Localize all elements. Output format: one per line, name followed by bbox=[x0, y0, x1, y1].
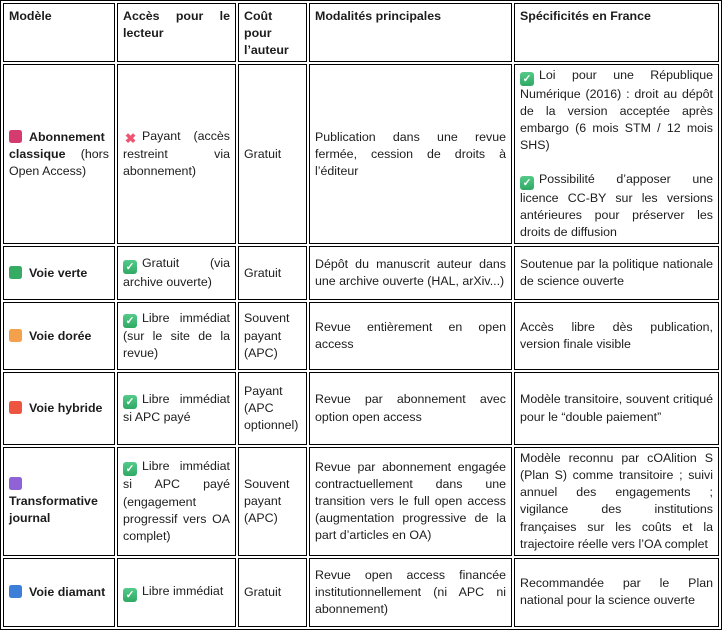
access-text: Payant (accès restreint via abonnement) bbox=[123, 129, 230, 179]
access-text: Gratuit (via archive ouverte) bbox=[123, 256, 230, 289]
access-cell bbox=[117, 64, 236, 244]
header-modalities: Modalités principales bbox=[309, 3, 512, 62]
access-text: Libre immédiat si APC payé bbox=[123, 391, 230, 425]
header-model: Modèle bbox=[3, 3, 115, 62]
cost-cell: Gratuit bbox=[238, 64, 307, 244]
check-icon bbox=[520, 176, 534, 190]
model-cell bbox=[3, 372, 115, 445]
check-icon bbox=[123, 588, 137, 602]
model-cell bbox=[3, 302, 115, 370]
table-row bbox=[3, 302, 719, 370]
cost-cell: Souvent payant (APC) bbox=[238, 302, 307, 370]
access-cell bbox=[117, 447, 236, 556]
specifics-cell bbox=[514, 64, 719, 244]
table-row bbox=[3, 246, 719, 300]
model-suffix: (hors Open Access) bbox=[9, 146, 109, 178]
cost-cell: Souvent payant (APC) bbox=[238, 447, 307, 556]
specifics-text: Loi pour une République Numérique (2016) : droit au dépôt de la version acceptée après embargo (6 mois STM / 12 mois SHS) bbox=[520, 68, 713, 153]
access-text: Libre immédiat (sur le site de la revue) bbox=[123, 310, 230, 361]
check-icon bbox=[123, 462, 137, 476]
check-icon bbox=[123, 395, 137, 409]
orange-square-icon bbox=[9, 329, 22, 342]
header-reader-access: Accès pour le lecteur bbox=[117, 3, 236, 62]
modalities-cell: Revue par abonnement engagée contractuellement dans une transition vers le full open access (augmentation progressive de la part d’articles en OA) bbox=[309, 447, 512, 556]
cost-cell: Payant (APC optionnel) bbox=[238, 372, 307, 445]
purple-square-icon bbox=[9, 477, 22, 490]
header-row bbox=[3, 3, 719, 62]
red-square-icon bbox=[9, 401, 22, 414]
pink-square-icon bbox=[9, 130, 22, 143]
specifics-cell: Modèle reconnu par cOAlition S (Plan S) comme transitoire ; suivi annuel des engagements ; vigilance des institutions françaises sur les coûts et la trajectoire réelle vers l’OA complet bbox=[514, 447, 719, 556]
specifics-cell: Soutenue par la politique nationale de science ouverte bbox=[514, 246, 719, 300]
cost-cell: Gratuit bbox=[238, 558, 307, 627]
access-cell bbox=[117, 302, 236, 370]
model-name: Voie hybride bbox=[29, 401, 103, 416]
model-name: Voie diamant bbox=[29, 584, 106, 599]
header-france-specifics: Spécificités en France bbox=[514, 3, 719, 62]
specifics-item bbox=[520, 171, 713, 241]
check-icon bbox=[123, 314, 137, 328]
check-icon bbox=[520, 72, 534, 86]
specifics-text: Possibilité d’apposer une licence CC-BY sur les versions antérieures pour préserver les droits de diffusion bbox=[520, 172, 713, 239]
green-square-icon bbox=[9, 266, 22, 279]
cost-cell: Gratuit bbox=[238, 246, 307, 300]
model-name: Transformative journal bbox=[9, 493, 98, 525]
cross-icon bbox=[123, 131, 138, 146]
model-cell bbox=[3, 447, 115, 556]
table-row bbox=[3, 558, 719, 627]
access-cell bbox=[117, 558, 236, 627]
model-name: Abonnement classique bbox=[9, 129, 105, 161]
modalities-cell: Publication dans une revue fermée, cession de droits à l’éditeur bbox=[309, 64, 512, 244]
table-row bbox=[3, 64, 719, 244]
modalities-cell: Dépôt du manuscrit auteur dans une archive ouverte (HAL, arXiv...) bbox=[309, 246, 512, 300]
access-cell bbox=[117, 246, 236, 300]
access-cell bbox=[117, 372, 236, 445]
model-cell bbox=[3, 558, 115, 627]
check-icon bbox=[123, 260, 137, 274]
modalities-cell: Revue open access financée institutionnellement (ni APC ni abonnement) bbox=[309, 558, 512, 627]
model-name: Voie verte bbox=[29, 265, 88, 280]
model-cell bbox=[3, 64, 115, 244]
table-row bbox=[3, 372, 719, 445]
model-cell bbox=[3, 246, 115, 300]
access-text: Libre immédiat bbox=[142, 584, 224, 598]
specifics-item bbox=[520, 67, 713, 154]
modalities-cell: Revue entièrement en open access bbox=[309, 302, 512, 370]
model-name: Voie dorée bbox=[29, 328, 92, 343]
modalities-cell: Revue par abonnement avec option open access bbox=[309, 372, 512, 445]
specifics-cell: Modèle transitoire, souvent critiqué pour le “double paiement” bbox=[514, 372, 719, 445]
table-row bbox=[3, 447, 719, 556]
header-author-cost: Coût pour l’auteur bbox=[238, 3, 307, 62]
specifics-cell: Recommandée par le Plan national pour la science ouverte bbox=[514, 558, 719, 627]
specifics-cell: Accès libre dès publication, version finale visible bbox=[514, 302, 719, 370]
blue-square-icon bbox=[9, 585, 22, 598]
access-text: Libre immédiat si APC payé (engagement progressif vers OA complet) bbox=[123, 458, 230, 543]
